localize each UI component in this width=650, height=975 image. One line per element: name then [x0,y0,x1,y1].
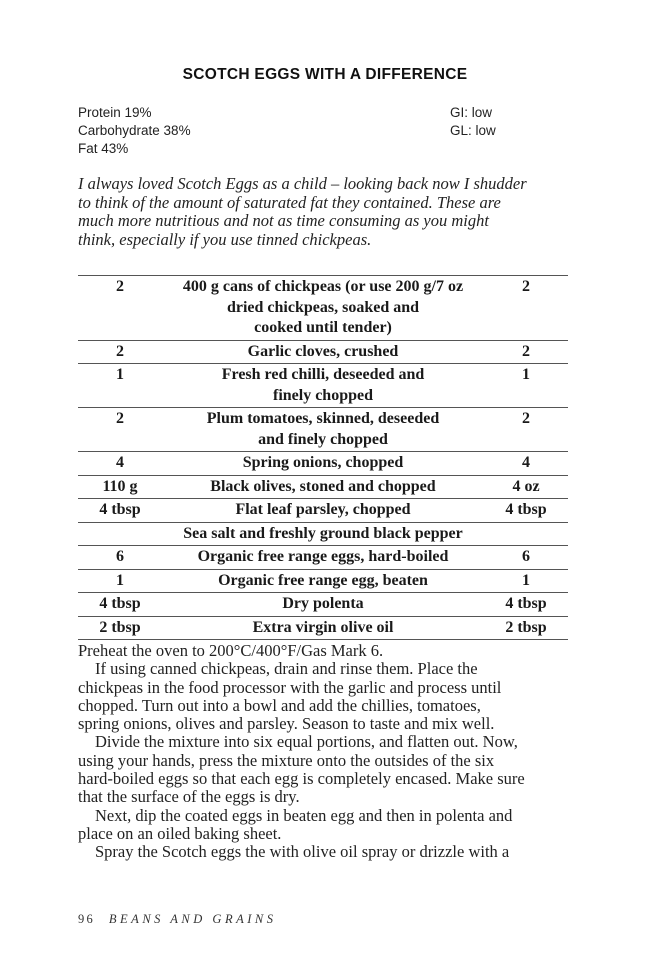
ingredient-imperial-qty: 2 [484,340,568,364]
ingredient-description [162,475,484,499]
method-line: Preheat the oven to 200°C/400°F/Gas Mark 6. [78,641,384,660]
ingredient-imperial-qty: 6 [484,546,568,570]
nutrition-macros [78,104,191,158]
ingredient-description-line: and finely chopped [258,430,388,448]
ingredient-description [162,408,484,452]
ingredient-imperial-qty: 2 tbsp [484,616,568,640]
ingredient-imperial-qty: 1 [484,569,568,593]
recipe-intro [78,175,578,249]
ingredients-table [78,275,568,640]
ingredient-metric-qty: 2 [78,408,162,452]
ingredient-imperial-qty: 4 tbsp [484,593,568,617]
ingredient-imperial-qty: 2 [484,276,568,341]
method-text [78,642,578,862]
method-line: Next, dip the coated eggs in beaten egg and then in polenta and [95,805,513,825]
ingredient-imperial-qty: 4 oz [484,475,568,499]
ingredient-description-line: Plum tomatoes, skinned, deseeded [206,410,440,427]
ingredient-row [78,340,568,364]
ingredient-row [78,408,568,452]
ingredient-metric-qty: 2 [78,276,162,341]
ingredient-description-line: Extra virgin olive oil [252,618,394,636]
ingredient-description [162,616,484,640]
ingredient-metric-qty: 4 [78,452,162,476]
method-line: Spray the Scotch eggs the with olive oil spray or drizzle with a [95,842,510,862]
ingredient-description [162,593,484,617]
ingredient-row [78,364,568,408]
ingredient-row [78,276,568,341]
ingredient-description-line: dried chickpeas, soaked and [226,298,420,316]
ingredient-description-line: Dry polenta [282,595,364,612]
ingredient-description-line: Garlic cloves, crushed [247,342,399,360]
intro-line: much more nutritious and not as time consuming as you might [78,211,489,230]
ingredient-description-line: cooked until tender) [254,319,392,336]
method-line: that the surface of the eggs is dry. [78,787,300,807]
ingredient-description-line: Flat leaf parsley, chopped [235,501,411,518]
ingredient-imperial-qty: 4 [484,452,568,476]
ingredient-row [78,452,568,476]
ingredient-description-line: Organic free range eggs, hard-boiled [197,548,449,565]
ingredient-description [162,546,484,570]
ingredient-metric-qty: 1 [78,569,162,593]
method-line: If using canned chickpeas, drain and rinse them. Place the [95,659,478,679]
method-line: spring onions, olives and parsley. Season to taste and mix well. [78,714,495,734]
ingredient-description-line: Organic free range egg, beaten [218,571,428,589]
ingredient-description-line: 400 g cans of chickpeas (or use 200 g/7 oz [182,278,464,295]
ingredient-description [162,276,484,341]
ingredients-table-body [78,276,568,640]
method-line: chopped. Turn out into a bowl and add the chillies, tomatoes, [78,695,481,715]
page-footer [78,912,276,927]
ingredient-description-line: Fresh red chilli, deseeded and [221,366,425,383]
ingredient-metric-qty: 6 [78,546,162,570]
ingredient-metric-qty: 4 tbsp [78,499,162,523]
nutrition-carbohydrate: Carbohydrate 38% [78,123,191,138]
ingredient-row [78,569,568,593]
method-line: using your hands, press the mixture onto the outsides of the six [78,750,495,770]
intro-line: I always loved Scotch Eggs as a child – looking back now I shudder [78,174,527,193]
ingredient-description-line: Sea salt and freshly ground black pepper [183,524,463,542]
ingredient-imperial-qty [484,522,568,546]
ingredient-row [78,546,568,570]
method-line: Divide the mixture into six equal portions, and flatten out. Now, [95,732,518,752]
ingredient-imperial-qty: 1 [484,364,568,408]
ingredient-metric-qty: 4 tbsp [78,593,162,617]
ingredient-description-line: Black olives, stoned and chopped [210,477,436,495]
method-line: chickpeas in the food processor with the garlic and process until [78,677,502,697]
ingredient-metric-qty [78,522,162,546]
method-line: place on an oiled baking sheet. [78,823,282,843]
nutrition-gi: GI: low [450,105,493,120]
ingredient-description [162,364,484,408]
section-title: BEANS AND GRAINS [108,912,277,926]
nutrition-protein: Protein 19% [78,105,152,120]
ingredient-description [162,522,484,546]
nutrition-gl: GL: low [450,123,496,138]
ingredient-metric-qty: 1 [78,364,162,408]
ingredient-row [78,475,568,499]
ingredient-row [78,499,568,523]
ingredient-metric-qty: 110 g [78,475,162,499]
ingredient-row [78,593,568,617]
ingredient-description [162,340,484,364]
ingredient-description [162,452,484,476]
ingredient-description [162,569,484,593]
ingredient-imperial-qty: 2 [484,408,568,452]
nutrition-glycemic [450,104,496,140]
ingredient-imperial-qty: 4 tbsp [484,499,568,523]
ingredient-description-line: Spring onions, chopped [242,454,404,471]
ingredient-metric-qty: 2 tbsp [78,616,162,640]
intro-line: to think of the amount of saturated fat they contained. These are [78,192,501,212]
intro-line: think, especially if you use tinned chickpeas. [78,229,372,249]
recipe-title: SCOTCH EGGS WITH A DIFFERENCE [182,66,468,83]
ingredient-row [78,522,568,546]
ingredient-metric-qty: 2 [78,340,162,364]
nutrition-fat: Fat 43% [78,141,129,156]
method-line: hard-boiled eggs so that each egg is completely encased. Make sure [78,769,525,789]
ingredient-description-line: finely chopped [272,386,373,404]
ingredient-row [78,616,568,640]
page-number: 96 [78,912,95,926]
ingredient-description [162,499,484,523]
